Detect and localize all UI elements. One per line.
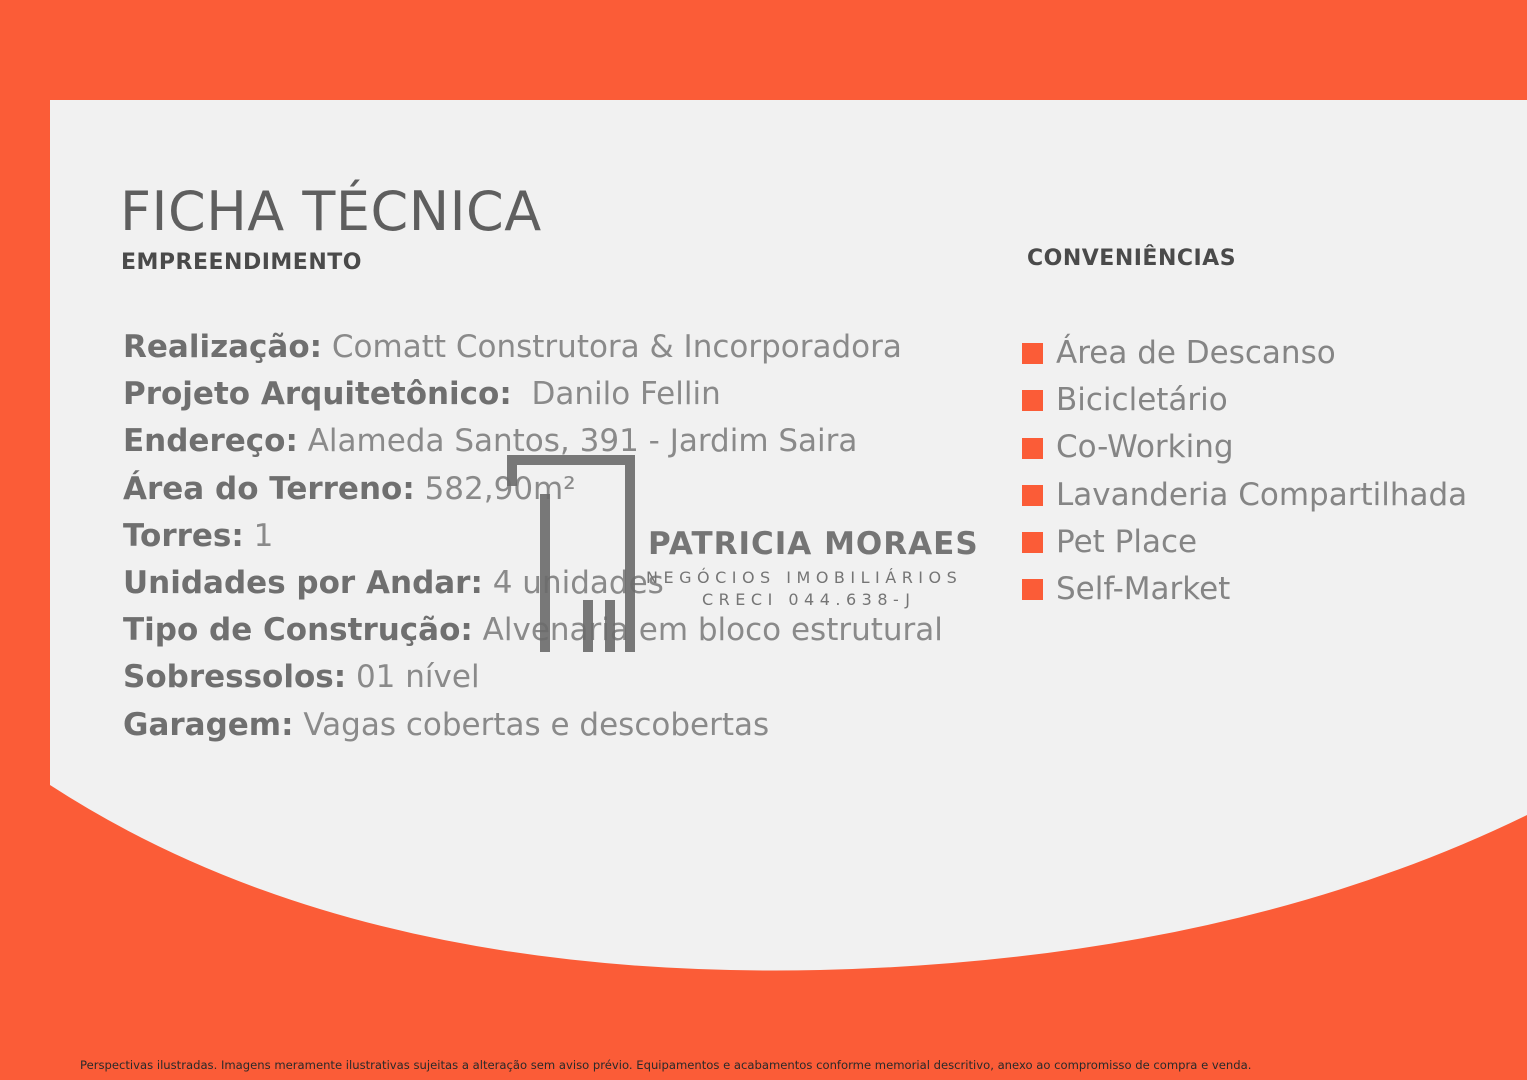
spec-garagem: [123, 702, 943, 749]
amenity-item: [1022, 377, 1467, 424]
spec-value: Alameda Santos, 391 - Jardim Saira: [297, 423, 858, 460]
disclaimer: Perspectivas ilustradas. Imagens meramente ilustrativas sujeitas a alteração sem aviso prévio. Equipamentos e acabamentos conforme memorial descritivo, anexo ao compromisso de compra e venda.: [80, 1058, 1252, 1072]
square-bullet-icon: [1022, 485, 1043, 506]
spec-projeto: [123, 371, 943, 418]
square-bullet-icon: [1022, 438, 1043, 459]
square-bullet-icon: [1022, 390, 1043, 411]
spec-realizacao: [123, 324, 943, 371]
spec-label: Garagem:: [123, 706, 294, 743]
spec-value: Danilo Fellin: [511, 376, 721, 413]
watermark-creci: CRECI 044.638-J: [702, 590, 916, 609]
conveniencias-heading: CONVENIÊNCIAS: [1027, 246, 1237, 271]
amenity-item: [1022, 424, 1467, 471]
amenity-list: [1022, 330, 1467, 613]
building-logo-icon: [500, 452, 640, 662]
amenity-label: Co-Working: [1056, 429, 1234, 466]
spec-value: 01 nível: [346, 659, 480, 696]
amenity-item: [1022, 330, 1467, 377]
square-bullet-icon: [1022, 343, 1043, 364]
page-title: FICHA TÉCNICA: [120, 180, 542, 243]
amenity-item: [1022, 472, 1467, 519]
spec-value: Vagas cobertas e descobertas: [293, 706, 770, 743]
spec-value: Comatt Construtora & Incorporadora: [322, 329, 902, 365]
spec-value: Alvenaria em bloco estrutural: [472, 612, 943, 649]
spec-label: Realização:: [123, 329, 323, 365]
empreendimento-heading: EMPREENDIMENTO: [121, 250, 362, 275]
watermark: [500, 452, 1010, 662]
spec-value: 4 unidades: [482, 565, 664, 602]
square-bullet-icon: [1022, 532, 1043, 553]
spec-label: Projeto Arquitetônico:: [123, 376, 512, 413]
amenity-label: Bicicletário: [1056, 382, 1228, 419]
spec-value: 1: [243, 517, 274, 554]
spec-label: Endereço:: [123, 423, 298, 460]
spec-label: Torres:: [123, 517, 244, 554]
amenity-item: [1022, 566, 1467, 613]
square-bullet-icon: [1022, 579, 1043, 600]
amenity-item: [1022, 519, 1467, 566]
watermark-name: PATRICIA MORAES: [648, 526, 979, 562]
amenity-label: Área de Descanso: [1056, 335, 1336, 371]
amenity-label: Self-Market: [1056, 571, 1231, 608]
spec-label: Unidades por Andar:: [123, 565, 483, 602]
spec-value: 582,90m²: [414, 470, 576, 507]
spec-label: Sobressolos:: [123, 659, 347, 696]
watermark-subtitle: NEGÓCIOS IMOBILIÁRIOS: [646, 568, 963, 587]
spec-label: Área do Terreno:: [123, 470, 415, 507]
amenity-label: Lavanderia Compartilhada: [1056, 476, 1468, 513]
amenity-label: Pet Place: [1056, 523, 1198, 560]
spec-label: Tipo de Construção:: [123, 612, 473, 649]
